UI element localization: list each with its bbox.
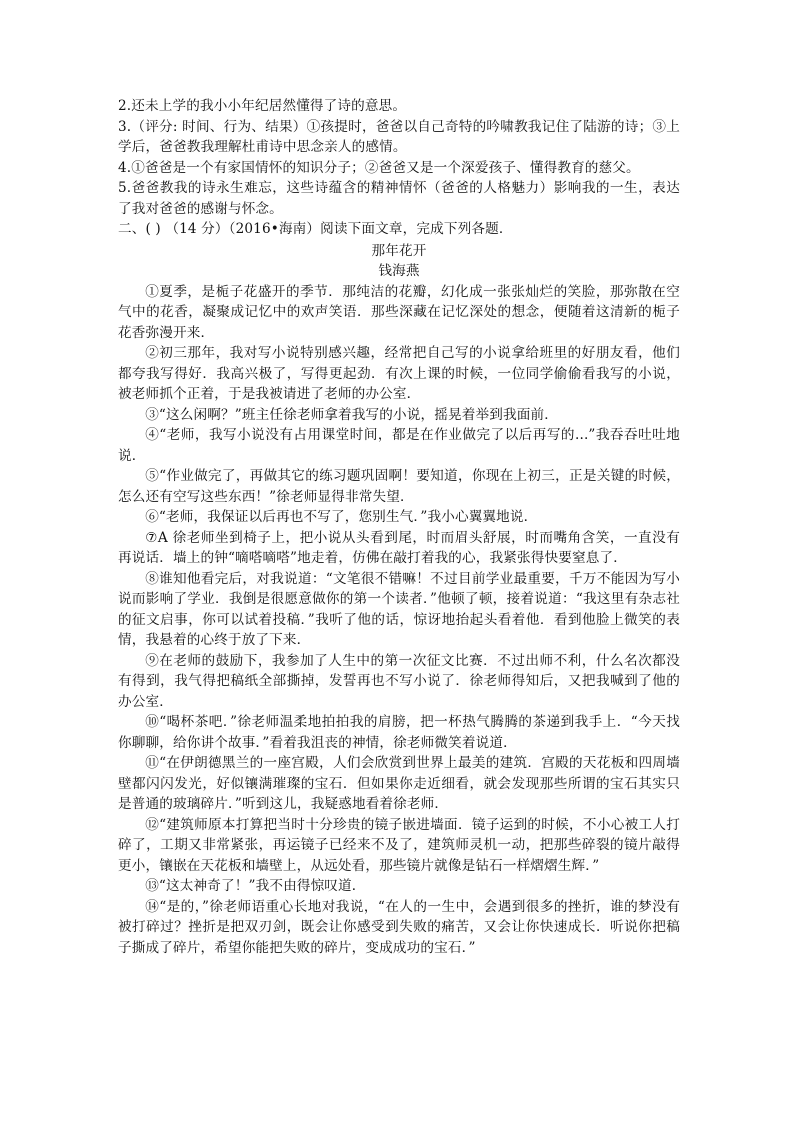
article-paragraph: ⑬“这太神奇了！”我不由得惊叹道． xyxy=(145,878,366,894)
answer-item-2: 2.还未上学的我小小年纪居然懂得了诗的意思。 xyxy=(118,98,407,114)
article-paragraph: ④“老师，我写小说没有占用课堂时间，都是在作业做完了以后再写的...”我吞吞吐吐地说． xyxy=(118,427,680,464)
answer-item-4: 4.①爸爸是一个有家国情怀的知识分子；②爸爸又是一个深爱孩子、懂得教育的慈父。 xyxy=(118,159,640,176)
article-paragraph: ①夏季，是栀子花盛开的季节．那纯洁的花瓣，幻化成一张张灿烂的笑脸，那弥散在空气中的花香，凝聚成记忆中的欢声笑语．那些深藏在记忆深处的想念，便随着这清新的栀子花香弥漫开来． xyxy=(118,283,680,341)
article-paragraph: ③“这么闲啊？”班主任徐老师拿着我写的小说，摇晃着举到我面前． xyxy=(145,406,558,423)
article-paragraph: ⑭“是的，”徐老师语重心长地对我说，“在人的一生中，会遇到很多的挫折，谁的梦没有被打碎过？挫折是把双刃剑，既会让你感受到失败的痛苦，又会让你快速成长．听说你把稿子撕成了碎片，希望你能把失败的碎片，变成成功的宝石．” xyxy=(118,898,680,956)
article-paragraph: ⑨在老师的鼓励下，我参加了人生中的第一次征文比赛．不过出师不利，什么名次都没有得到，我气得把稿纸全部撕掉，发誓再也不写小说了．徐老师得知后，又把我喊到了他的办公室． xyxy=(118,652,680,710)
article-paragraph: ⑥“老师，我保证以后再也不写了，您别生气．”我小心翼翼地说． xyxy=(145,509,538,525)
article-paragraph: ②初三那年，我对写小说特别感兴趣，经常把自己写的小说拿给班里的好朋友看，他们都夸我写得好．我高兴极了，写得更起劲．有次上课的时候，一位同学偷偷看我写的小说，被老师抓个正着，于是我被请进了老师的办公室． xyxy=(118,345,680,402)
article-paragraph: ⑪“在伊朗德黑兰的一座宫殿，人们会欣赏到世界上最美的建筑．宫殿的天花板和四周墙壁都闪闪发光，好似镶满璀璨的宝石．但如果你走近细看，就会发现那些所谓的宝石其实只是普通的玻璃碎片．”听到这儿，我疑惑地看着徐老师． xyxy=(118,755,680,812)
article-paragraph: ⑤“作业做完了，再做其它的练习题巩固啊！要知道，你现在上初三，正是关键的时候，怎么还有空写这些东西！”徐老师显得非常失望． xyxy=(118,468,680,505)
article-author: 钱海燕 xyxy=(378,263,420,279)
answer-item-5: 5.爸爸教我的诗永生难忘，这些诗蕴含的精神情怀（爸爸的人格魅力）影响我的一生，表达了我对爸爸的感谢与怀念。 xyxy=(118,180,680,217)
article-paragraph: ⑫“建筑师原本打算把当时十分珍贵的镜子嵌进墙面．镜子运到的时候，不小心被工人打碎了，工期又非常紧张，再运镜子已经来不及了，建筑师灵机一动，把那些碎裂的镜片敲得更小，镶嵌在天花板和墙壁上，从远处看，那些镜片就像是钻石一样熠熠生辉．” xyxy=(118,816,680,874)
answer-list xyxy=(118,96,680,219)
article-body xyxy=(118,282,680,959)
document-content xyxy=(118,96,680,958)
article-title: 那年花开 xyxy=(371,242,427,259)
article-paragraph: ⑦A 徐老师坐到椅子上，把小说从头看到尾，时而眉头舒展，时而嘴角含笑，一直没有再说话．墙上的钟“嘀嗒嘀嗒”地走着，仿佛在敲打着我的心，我紧张得快要窒息了． xyxy=(118,529,680,566)
article-paragraph: ⑧谁知他看完后，对我说道：“文笔很不错嘛！不过目前学业最重要，千万不能因为写小说而影响了学业．我倒是很愿意做你的第一个读者．”他顿了顿，接着说道：“我这里有杂志社的征文启事，你可以试着投稿．”我听了他的话，惊讶地抬起头看着他．看到他脸上微笑的表情，我悬着的心终于放了下来． xyxy=(118,570,680,648)
section-heading: 二、( ) （14 分）（2016•海南）阅读下面文章，完成下列各题． xyxy=(118,221,513,237)
answer-item-3: 3.（评分: 时间、行为、结果）①孩提时，爸爸以自己奇特的吟啸教我记住了陆游的诗；③上学后，爸爸教我理解杜甫诗中思念亲人的感情。 xyxy=(118,118,680,155)
article-paragraph: ⑩“喝杯茶吧．”徐老师温柔地拍拍我的肩膀，把一杯热气腾腾的茶递到我手上．“今天找你聊聊，给你讲个故事．”看着我沮丧的神情，徐老师微笑着说道． xyxy=(118,714,680,751)
